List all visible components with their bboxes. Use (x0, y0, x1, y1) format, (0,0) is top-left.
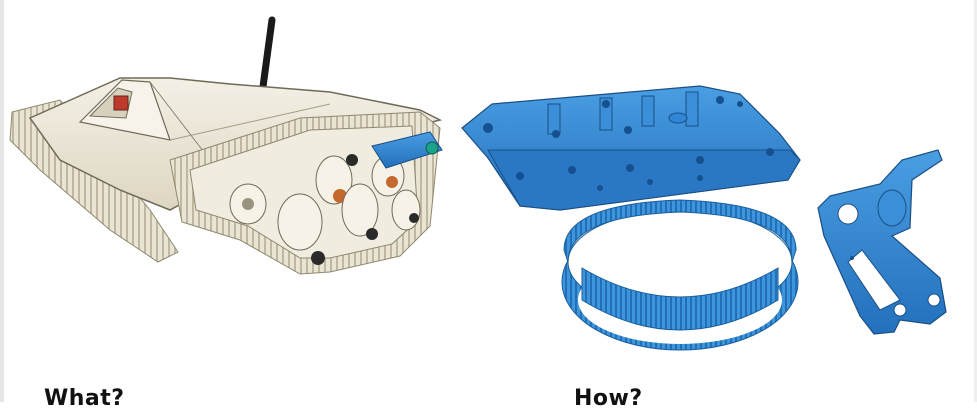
motor-hub (426, 142, 438, 154)
section-label-how: How? (574, 386, 643, 411)
track-belt-part (562, 200, 798, 350)
tracked-robot-render (10, 20, 442, 274)
suspension-bracket-part (818, 150, 946, 334)
antenna (262, 20, 272, 94)
track-frame-part (462, 86, 800, 210)
sensor-module (114, 96, 128, 110)
section-label-what: What? (44, 386, 125, 411)
